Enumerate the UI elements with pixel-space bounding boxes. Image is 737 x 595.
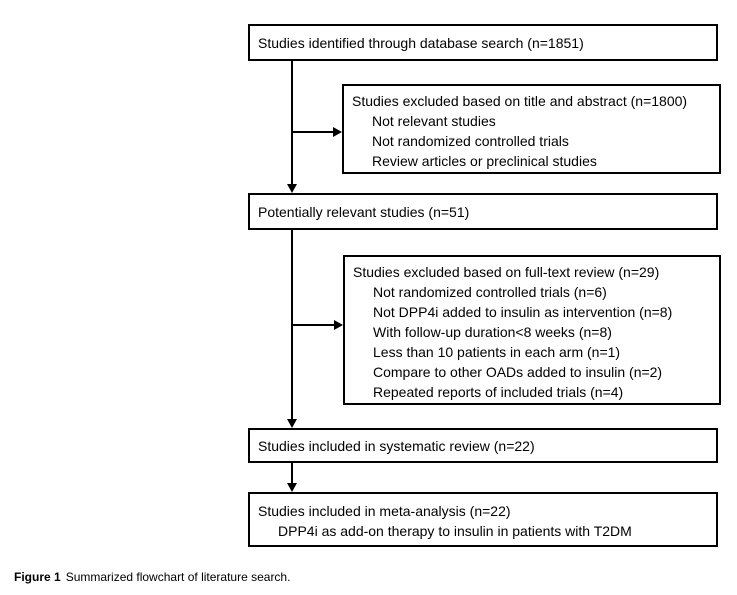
arrowhead-down-icon [287, 483, 297, 492]
box-excluded-fulltext-item: With follow-up duration<8 weeks (n=8) [373, 324, 612, 340]
connector-line-branch-2 [291, 324, 334, 326]
connector-line-branch-1 [291, 131, 334, 133]
box-excluded-title-abstract-title: Studies excluded based on title and abstract (n=1800) [352, 93, 688, 109]
figure-caption-text: Summarized flowchart of literature search. [65, 570, 291, 584]
connector-line-vertical-1 [291, 60, 293, 185]
box-excluded-fulltext-item: Not DPP4i added to insulin as intervention (n=8) [373, 304, 673, 320]
arrowhead-right-icon [333, 127, 342, 137]
connector-line-vertical-3 [291, 461, 293, 484]
box-potentially-relevant [248, 193, 718, 230]
box-potentially-relevant-title: Potentially relevant studies (n=51) [258, 203, 470, 220]
box-excluded-fulltext-item: Less than 10 patients in each arm (n=1) [373, 344, 621, 360]
box-excluded-fulltext-item: Compare to other OADs added to insulin (n=2) [373, 364, 663, 380]
box-excluded-fulltext-title: Studies excluded based on full-text review (n=29) [353, 264, 660, 280]
box-excluded-title-abstract-item: Review articles or preclinical studies [372, 153, 597, 169]
box-meta-analysis [248, 492, 718, 547]
figure-caption [14, 570, 290, 585]
figure-caption-label: Figure 1 [14, 570, 61, 584]
box-excluded-title-abstract [342, 84, 721, 174]
box-excluded-title-abstract-item: Not relevant studies [372, 113, 496, 129]
arrowhead-down-icon [287, 184, 297, 193]
box-excluded-fulltext [343, 255, 721, 405]
arrowhead-right-icon [334, 320, 343, 330]
box-excluded-title-abstract-item: Not randomized controlled trials [372, 133, 569, 149]
arrowhead-down-icon [287, 419, 297, 428]
box-excluded-fulltext-item: Not randomized controlled trials (n=6) [373, 284, 607, 300]
box-database-search-title: Studies identified through database search (n=1851) [258, 34, 584, 51]
box-meta-analysis-title: Studies included in meta-analysis (n=22) [258, 503, 511, 519]
box-excluded-fulltext-item: Repeated reports of included trials (n=4) [373, 384, 624, 400]
box-database-search [248, 24, 718, 61]
box-systematic-review-title: Studies included in systematic review (n=22) [258, 437, 535, 454]
box-meta-analysis-item: DPP4i as add-on therapy to insulin in patients with T2DM [278, 523, 632, 539]
box-systematic-review [248, 428, 718, 463]
